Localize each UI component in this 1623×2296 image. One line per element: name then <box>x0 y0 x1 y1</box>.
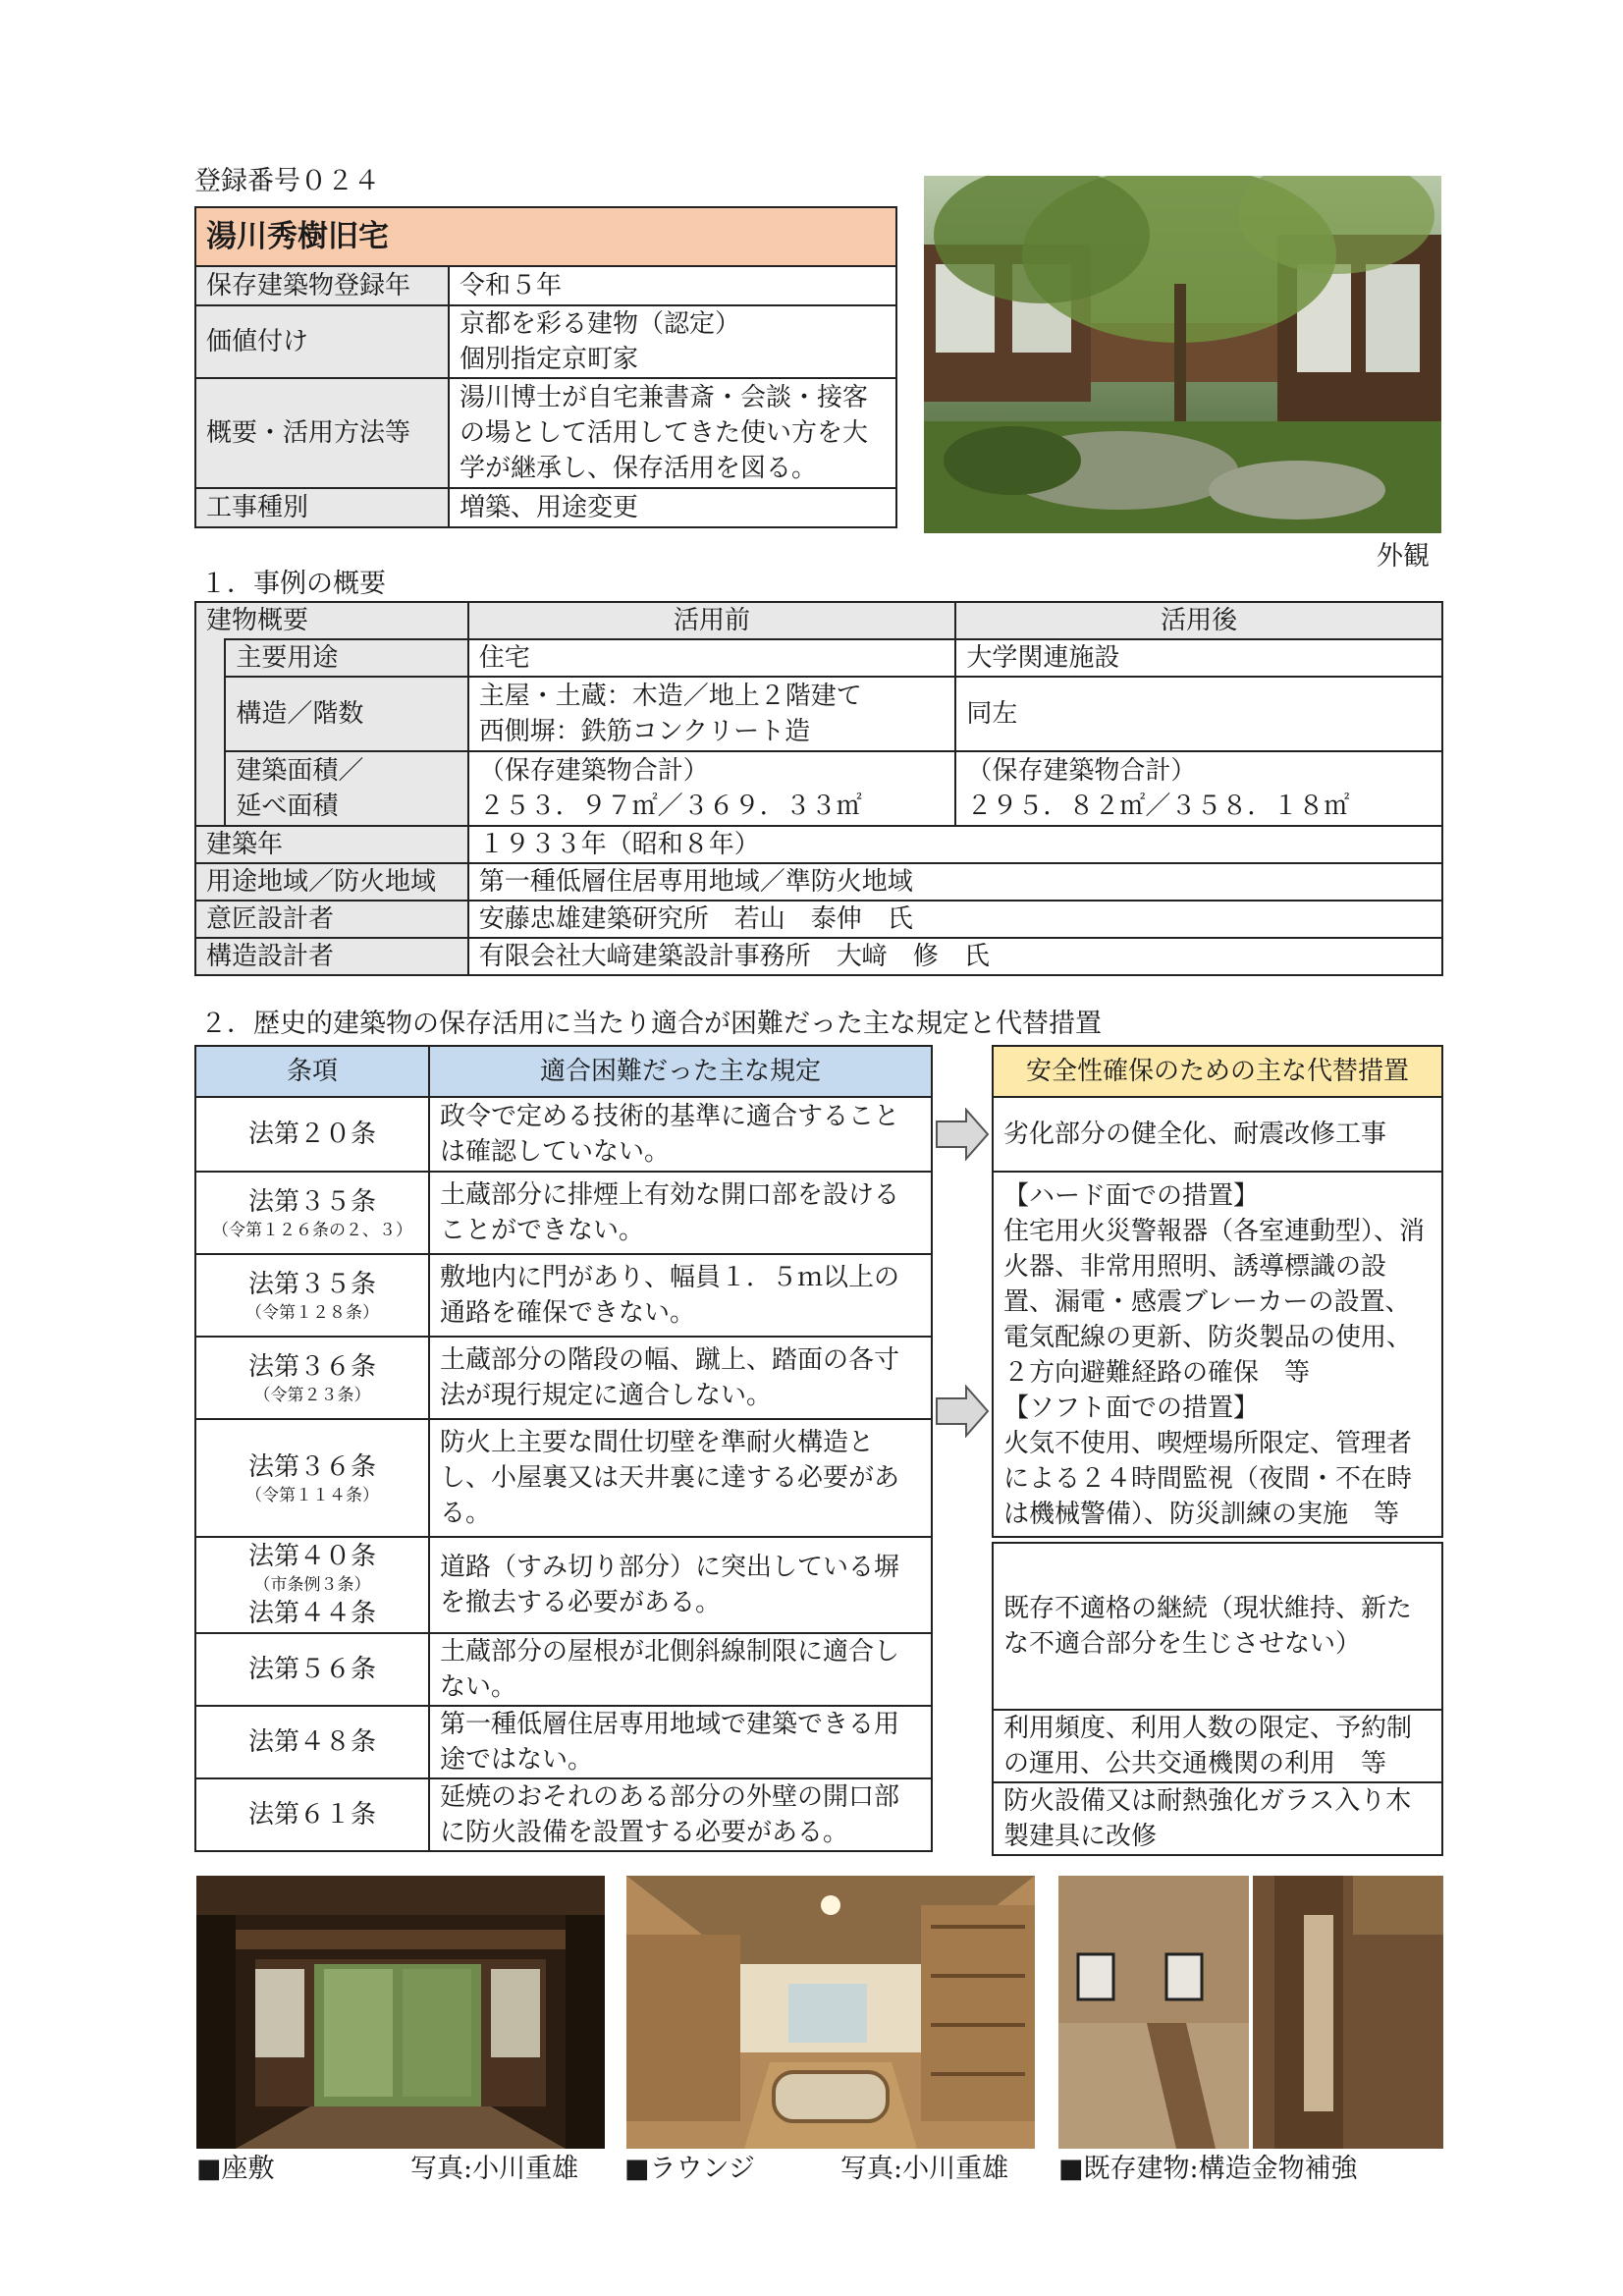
rule-cell: 第一種低層住居専用地域で建築できる用途ではない。 <box>429 1706 932 1778</box>
info-table <box>194 206 897 528</box>
overview-value: 第一種低層住居専用地域／準防火地域 <box>468 863 1442 901</box>
building-title: 湯川秀樹旧宅 <box>195 207 896 266</box>
arrow-right-icon <box>935 1385 990 1438</box>
col-header-overview: 建物概要 <box>195 602 468 639</box>
info-value: 湯川博士が自宅兼書斎・会談・接客の場として活用してきた使い方を大学が継承し、保存活用を図る。 <box>449 378 896 488</box>
registration-number: 登録番号０２４ <box>194 166 380 196</box>
photo-credit: 写真:小川重雄 <box>840 2154 1009 2184</box>
section1-heading: １．事例の概要 <box>200 569 386 599</box>
col-header-after: 活用後 <box>955 602 1442 639</box>
rule-cell: 土蔵部分の屋根が北側斜線制限に適合しない。 <box>429 1633 932 1706</box>
overview-label: 建築年 <box>195 826 468 863</box>
measures-table <box>992 1045 1443 1173</box>
article-cell: 法第６１条 <box>195 1778 429 1851</box>
article-cell: 法第４８条 <box>195 1706 429 1778</box>
arrow-right-icon <box>935 1108 990 1161</box>
overview-after: （保存建築物合計） ２９５．８２㎡／３５８．１８㎡ <box>955 751 1442 826</box>
photo-credit: 写真:小川重雄 <box>410 2154 579 2184</box>
rule-cell: 土蔵部分に排煙上有効な開口部を設けることができない。 <box>429 1172 932 1254</box>
info-label: 保存建築物登録年 <box>195 266 449 305</box>
article-cell: 法第３５条 （令第１２８条） <box>195 1254 429 1337</box>
overview-after: 同左 <box>955 677 1442 751</box>
col-header-measure: 安全性確保のための主な代替措置 <box>993 1046 1442 1097</box>
exterior-photo <box>924 176 1441 533</box>
lounge-photo <box>626 1876 1035 2149</box>
photo-caption: ■ラウンジ <box>624 2154 755 2184</box>
overview-label: 主要用途 <box>225 639 467 677</box>
rule-cell: 敷地内に門があり、幅員１．５ｍ以上の通路を確保できない。 <box>429 1254 932 1337</box>
overview-label: 建築面積／ 延べ面積 <box>225 751 467 826</box>
overview-label: 構造設計者 <box>195 938 468 975</box>
overview-before: （保存建築物合計） ２５３．９７㎡／３６９．３３㎡ <box>468 751 956 826</box>
hardware-photo <box>1058 1876 1443 2149</box>
col-header-rule: 適合困難だった主な規定 <box>429 1046 932 1097</box>
article-cell: 法第４０条 （市条例３条） 法第４４条 <box>195 1537 429 1633</box>
info-label: 概要・活用方法等 <box>195 378 449 488</box>
exterior-caption: 外観 <box>1377 541 1430 572</box>
overview-before: 主屋・土蔵：木造／地上２階建て 西側塀：鉄筋コンクリート造 <box>468 677 956 751</box>
overview-value: 安藤忠雄建築研究所 若山 泰伸 氏 <box>468 901 1442 938</box>
article-cell: 法第３６条 （令第２３条） <box>195 1337 429 1419</box>
rule-cell: 道路（すみ切り部分）に突出している塀を撤去する必要がある。 <box>429 1537 932 1633</box>
overview-value: １９３３年（昭和８年） <box>468 826 1442 863</box>
rule-cell: 政令で定める技術的基準に適合することは確認していない。 <box>429 1097 932 1172</box>
overview-table <box>194 601 1443 976</box>
measures-table-existing <box>992 1542 1443 1856</box>
article-cell: 法第３５条 （令第１２６条の２、３） <box>195 1172 429 1254</box>
photo-caption: ■座敷 <box>196 2154 275 2184</box>
article-cell: 法第５６条 <box>195 1633 429 1706</box>
rule-cell: 防火上主要な間仕切壁を準耐火構造とし、小屋裏又は天井裏に達する必要がある。 <box>429 1419 932 1537</box>
article-cell: 法第２０条 <box>195 1097 429 1172</box>
overview-before: 住宅 <box>468 639 956 677</box>
info-label: 工事種別 <box>195 488 449 527</box>
measure-cell: 既存不適格の継続（現状維持、新たな不適合部分を生じさせない） <box>993 1543 1442 1710</box>
col-header-before: 活用前 <box>468 602 956 639</box>
rule-cell: 延焼のおそれのある部分の外壁の開口部に防火設備を設置する必要がある。 <box>429 1778 932 1851</box>
col-header-article: 条項 <box>195 1046 429 1097</box>
rule-cell: 土蔵部分の階段の幅、蹴上、踏面の各寸法が現行規定に適合しない。 <box>429 1337 932 1419</box>
overview-after: 大学関連施設 <box>955 639 1442 677</box>
measure-cell: 劣化部分の健全化、耐震改修工事 <box>993 1097 1442 1172</box>
photo-caption: ■既存建物:構造金物補強 <box>1058 2154 1358 2184</box>
info-value: 増築、用途変更 <box>449 488 896 527</box>
rules-table <box>194 1045 933 1852</box>
measure-cell: 防火設備又は耐熱強化ガラス入り木製建具に改修 <box>993 1782 1442 1855</box>
article-cell: 法第３６条 （令第１１４条） <box>195 1419 429 1537</box>
section2-heading: ２．歴史的建築物の保存活用に当たり適合が困難だった主な規定と代替措置 <box>200 1009 1102 1039</box>
measures-table-hard-soft <box>992 1171 1443 1538</box>
overview-value: 有限会社大﨑建築設計事務所 大﨑 修 氏 <box>468 938 1442 975</box>
overview-label: 構造／階数 <box>225 677 467 751</box>
info-value: 京都を彩る建物（認定） 個別指定京町家 <box>449 305 896 378</box>
zashiki-photo <box>196 1876 605 2149</box>
measure-cell: 【ハード面での措置】 住宅用火災警報器（各室連動型）、消火器、非常用照明、誘導標識の設置、漏電・感震ブレーカーの設置、電気配線の更新、防炎製品の使用、２方向避難経路の確保 等 【ソフト面での措置】 火気不使用、喫煙場所限定、管理者による２４時間監視（夜間・不在時は機械警備）、防災訓練の実施 等 <box>993 1172 1442 1537</box>
measure-cell: 利用頻度、利用人数の限定、予約制の運用、公共交通機関の利用 等 <box>993 1710 1442 1782</box>
info-value: 令和５年 <box>449 266 896 305</box>
overview-label: 用途地域／防火地域 <box>195 863 468 901</box>
info-label: 価値付け <box>195 305 449 378</box>
overview-label: 意匠設計者 <box>195 901 468 938</box>
